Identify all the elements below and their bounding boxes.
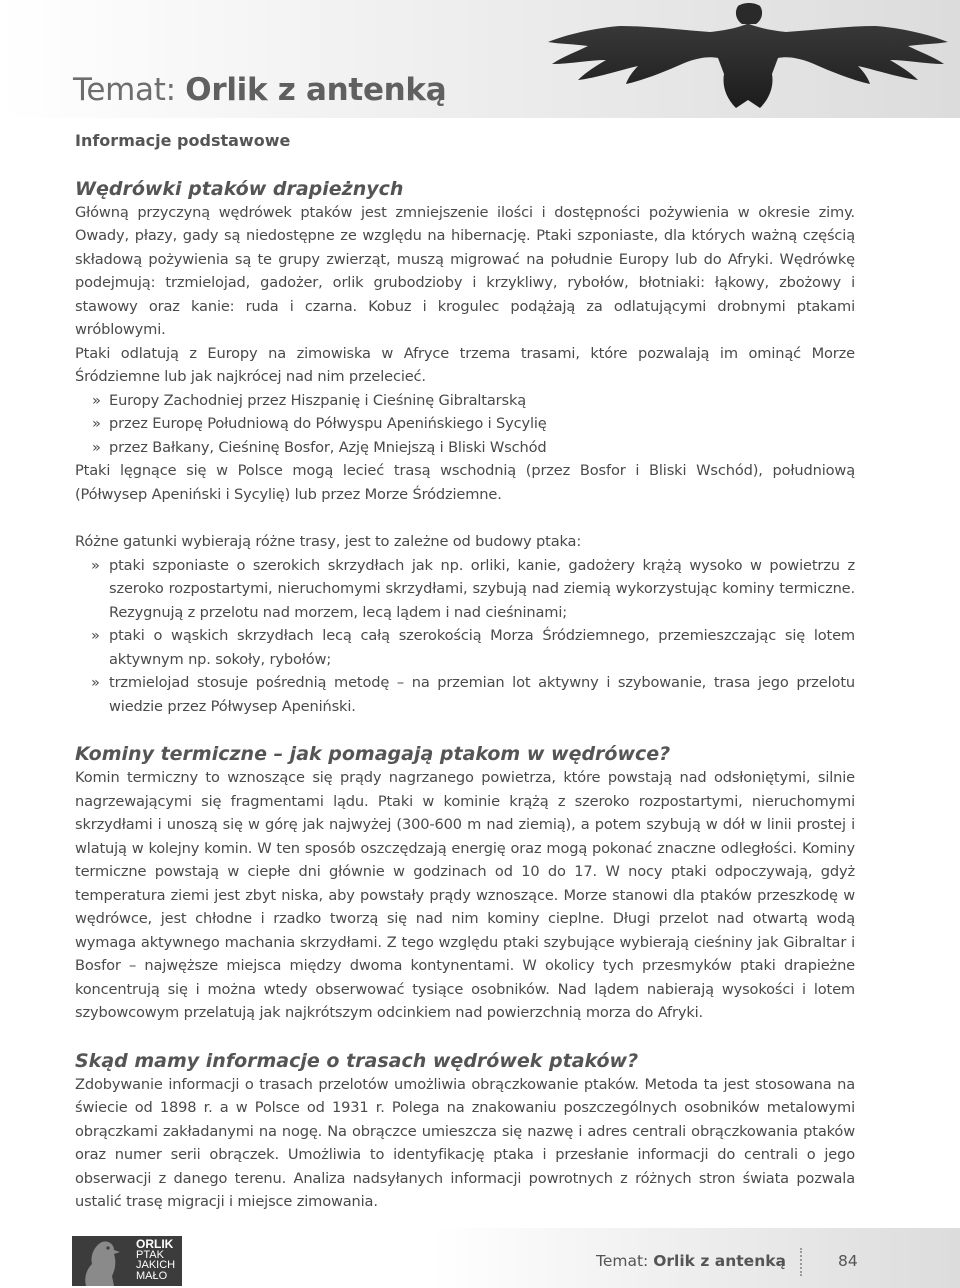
footer-divider: [800, 1248, 802, 1276]
bullet-marker: »: [92, 391, 101, 409]
logo-line: PTAK: [136, 1248, 164, 1261]
logo-line: ORLIK: [136, 1237, 174, 1251]
page-title: [73, 72, 446, 108]
paragraph-polish-birds: Ptaki lęgnące się w Polsce mogą lecieć trasą wschodnią (przez Bosfor i Bliski Wschód), południową (Półwysep Apeniński i Sycylię) lub przez Morze Śródziemne.: [75, 462, 855, 503]
spacer: [75, 718, 855, 742]
list-item-text: ptaki o wąskich skrzydłach lecą całą szerokością Morza Śródziemnego, przemieszczając się lotem aktywnym np. sokoły, rybołów;: [109, 627, 855, 668]
page-title-main: Orlik z antenką: [185, 72, 447, 108]
document-body: [75, 129, 855, 1214]
paragraph-thermals: Komin termiczny to wznoszące się prądy nagrzanego powietrza, które powstają nad odsłoniętymi, silnie nagrzewającymi się fragmentami lądu. Ptaki w kominie krążą z szeroko rozpostartymi, nieruchomymi skrzydłami i unoszą się w górę jak najwyżej (300-600 m nad ziemią), a potem szybują w dół w linii prostej i wlatują w kolejny komin. W ten sposób oszczędzają energię oraz mogą pokonać znaczne odległości. Kominy termiczne powstają w ciepłe dni głównie w godzinach od 10 do 17. W nocy ptaki odpoczywają, gdyż temperatura ziemi jest zbyt niska, aby powstały prądy wznoszące. Morze stanowi dla ptaków przeszkodę w wędrówce, jest chłodne i rzadko tworzą się nad nim kominy cieplne. Długi przelot nad otwartą wodą wymaga aktywnego machania skrzydłami. Z tego względu ptaki szybujące wybierają cieśniny jak Gibraltar i Bosfor – najwęższe miejsca między dwoma kontynentami. W okolicy tych przesmyków ptaki drapieżne koncentrują się i można wtedy obserwować tysiące osobników. Nad lądem nabierają wysokości i lotem szybowcowym przelatują jak najkrótszym odcinkiem nad powierzchnią morza do Afryki.: [75, 769, 855, 1021]
logo-line: MAŁO: [136, 1269, 168, 1282]
species-list: [75, 554, 855, 719]
bullet-marker: »: [92, 415, 101, 432]
list-item-text: Europy Zachodniej przez Hiszpanię i Cieśninę Gibraltarską: [109, 391, 527, 409]
list-item: [75, 554, 855, 625]
eagle-silhouette-icon: [540, 0, 960, 112]
paragraph-ringing: Zdobywanie informacji o trasach przelotów umożliwia obrączkowanie ptaków. Metoda ta jest stosowana na świecie od 1898 r. a w Polsce od 1931 r. Polega na znakowaniu poszczególnych osobników metalowymi obrączkami zakładanymi na nogę. Na obrączce umieszcza się nazwę i adres centrali obrączkowania ptaków oraz numer serii obrączek. Umożliwia to identyfikację ptaka i przesłanie informacji do centrali o jego obserwacji z danego terenu. Analiza nadsyłanych informacji powrotnych z różnych stron świata pozwala ustalić trasę migracji i miejsce zimowania.: [75, 1075, 855, 1210]
list-item: [75, 436, 855, 460]
list-item: [75, 412, 855, 436]
paragraph-species-intro: Różne gatunki wybierają różne trasy, jest to zależne od budowy ptaka:: [75, 533, 582, 550]
section-heading-migrations: Wędrówki ptaków drapieżnych: [75, 177, 404, 200]
page-number: 84: [838, 1252, 858, 1270]
spacer: [75, 506, 855, 530]
footer-topic-main: Orlik z antenką: [653, 1252, 786, 1270]
paragraph-migration-causes: Główną przyczyną wędrówek ptaków jest zmniejszenie ilości i dostępności pożywienia w okresie zimy. Owady, płazy, gady są niedostępne ze względu na hibernację. Ptaki szponiaste, dla których ważną częścią składową pożywienia są te grupy zwierząt, muszą migrować na południe Europy lub do Afryki. Wędrówkę podejmują: trzmielojad, gadożer, orlik grubodzioby i krzykliwy, rybołów, błotniaki: łąkowy, zbożowy i stawowy oraz kanie: ruda i czarna. Kobuz i krogulec podążają za odlatującymi drobnymi ptakami wróblowymi.: [75, 203, 855, 338]
orlik-logo: [72, 1236, 182, 1286]
spacer: [75, 1025, 855, 1049]
list-item-text: przez Europę Południową do Półwyspu Apenińskiego i Sycylię: [109, 415, 547, 432]
list-item-text: ptaki szponiaste o szerokich skrzydłach jak np. orliki, kanie, gadożery krążą wysoko w powietrzu z szeroko rozpostartymi, nieruchomymi skrzydłami, szybują nad ziemią wykorzystując kominy termiczne. Rezygnują z przelotu nad morzem, lecą lądem i nad cieśninami;: [109, 556, 855, 621]
list-item-text: trzmielojad stosuje pośrednią metodę – na przemian lot aktywny i szybowanie, trasa jego przelotu wiedzie przez Półwysep Apeniński.: [109, 674, 855, 715]
page-footer: [0, 1228, 960, 1288]
list-item: [75, 671, 855, 718]
footer-topic-prefix: Temat:: [596, 1252, 654, 1270]
logo-line: JAKICH: [136, 1259, 176, 1271]
page-title-prefix: Temat:: [73, 72, 186, 108]
paragraph-routes-intro: Ptaki odlatują z Europy na zimowiska w Afryce trzema trasami, które pozwalają im ominąć Morze Śródziemne lub jak najkrócej nad nim przelecieć.: [75, 344, 855, 385]
bird-logo-icon: [72, 1236, 132, 1286]
list-item-text: przez Bałkany, Cieśninę Bosfor, Azję Mniejszą i Bliski Wschód: [109, 438, 547, 456]
bullet-marker: »: [91, 674, 100, 691]
bullet-marker: »: [91, 556, 100, 574]
logo-text: [136, 1239, 175, 1281]
section-heading-ringing: Skąd mamy informacje o trasach wędrówek ptaków?: [75, 1049, 639, 1072]
section-heading-thermals: Kominy termiczne – jak pomagają ptakom w wędrówce?: [75, 743, 671, 765]
bullet-marker: »: [92, 438, 101, 456]
list-item: [75, 624, 855, 671]
list-item: [75, 389, 855, 413]
footer-topic: [596, 1252, 786, 1270]
bullet-marker: »: [91, 627, 100, 644]
page-header: [0, 0, 960, 120]
basic-info-label: Informacje podstawowe: [75, 131, 291, 150]
routes-list: [75, 389, 855, 460]
